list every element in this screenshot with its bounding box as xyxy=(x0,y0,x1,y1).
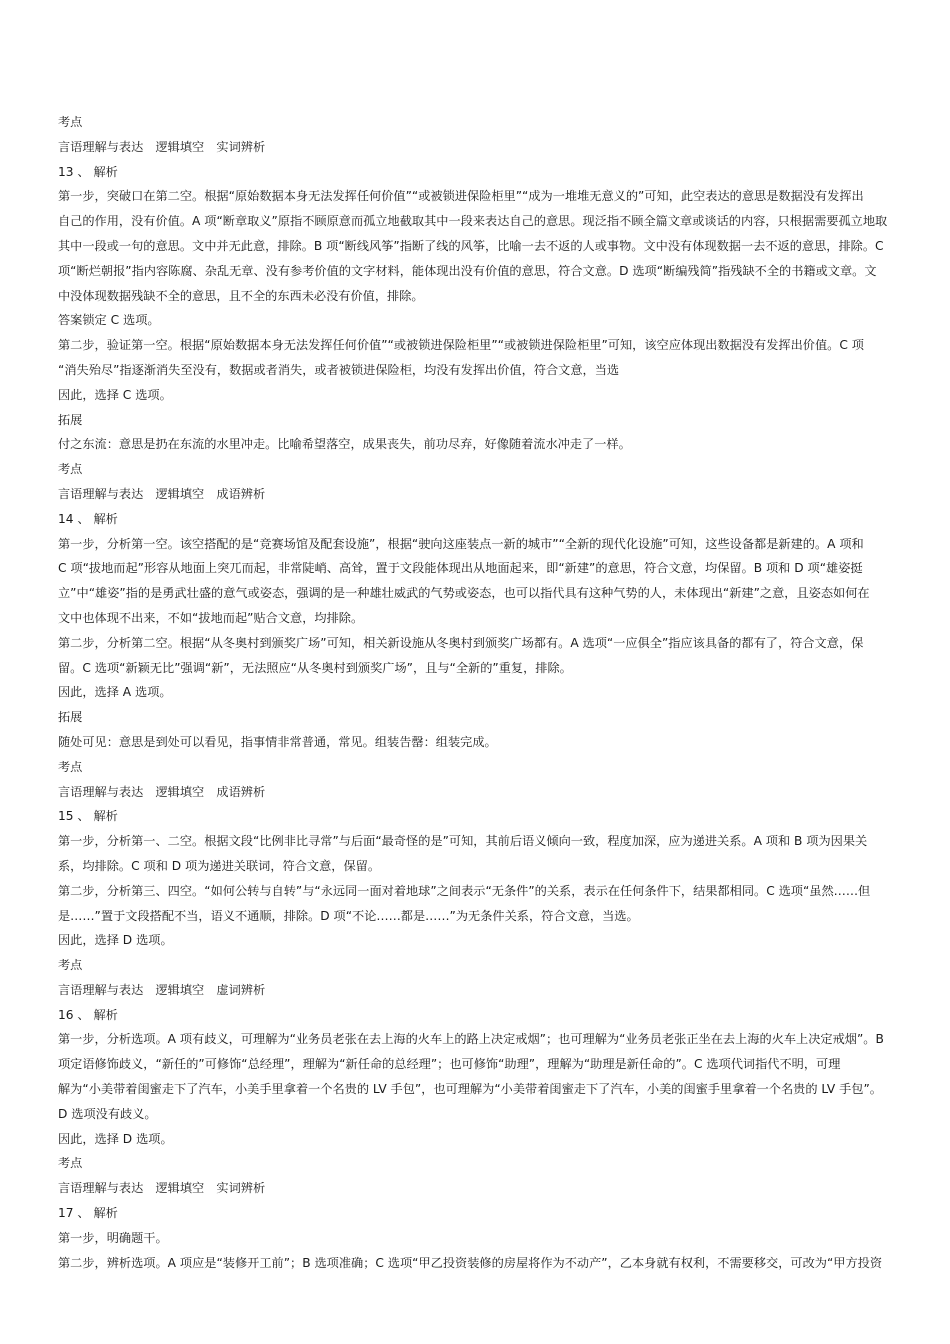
text-line: 付之东流：意思是扔在东流的水里冲走。比喻希望落空，成果丧失，前功尽弃，好像随着流水冲走了一样。 xyxy=(58,437,631,452)
question-heading: 15 、 解析 xyxy=(58,809,118,824)
section-label: 拓展 xyxy=(58,710,83,725)
text-line: 答案锁定 C 选项。 xyxy=(58,313,160,328)
text-line: 留。C 选项“新颖无比”强调“新”，无法照应“从冬奥村到颁奖广场”，且与“全新的”重复，排除。 xyxy=(58,660,572,675)
category-line: 言语理解与表达 逻辑填空 成语辨析 xyxy=(58,486,266,501)
text-line: 系，均排除。C 项和 D 项为递进关联词，符合文意，保留。 xyxy=(58,858,381,873)
text-line: 解为“小美带着闺蜜走下了汽车，小美手里拿着一个名贵的 LV 手包”，也可理解为“小美带着闺蜜走下了汽车，小美的闺蜜手里拿着一个名贵的 LV 手包”。 xyxy=(58,1082,882,1097)
text-line: 第二步，验证第一空。根据“原始数据本身无法发挥任何价值”“或被锁进保险柜里”“或被锁进保险柜里”可知，该空应体现出数据没有发挥出价值。C 项 xyxy=(58,338,864,353)
question-heading: 13 、 解析 xyxy=(58,164,118,179)
text-line: 因此，选择 C 选项。 xyxy=(58,387,172,402)
text-line: C 项“拔地而起”形容从地面上突兀而起，非常陡峭、高耸，置于文段能体现出从地面起来，即“新建”的意思，符合文意，均保留。B 项和 D 项“雄姿挺 xyxy=(58,561,863,576)
text-line: 是……”置于文段搭配不当，语义不通顺，排除。D 项“不论……都是……”为无条件关系，符合文意，当选。 xyxy=(58,908,639,923)
text-line: 第一步，分析第一空。该空搭配的是“竞赛场馆及配套设施”，根据“驶向这座装点一新的城市”“全新的现代化设施”可知，这些设备都是新建的。A 项和 xyxy=(58,536,864,551)
text-line: 第一步，明确题干。 xyxy=(58,1230,168,1245)
question-heading: 16 、 解析 xyxy=(58,1007,118,1022)
category-line: 言语理解与表达 逻辑填空 成语辨析 xyxy=(58,784,266,799)
category-line: 言语理解与表达 逻辑填空 虚词辨析 xyxy=(58,982,266,997)
section-label: 拓展 xyxy=(58,412,83,427)
text-line: 第二步，分析第二空。根据“从冬奥村到颁奖广场”可知，相关新设施从冬奥村到颁奖广场都有。A 选项“一应俱全”指应该具备的都有了，符合文意，保 xyxy=(58,635,864,650)
question-heading: 14 、 解析 xyxy=(58,511,118,526)
section-label: 考点 xyxy=(58,115,83,129)
text-line: 自己的作用，没有价值。A 项“断章取义”原指不顾原意而孤立地截取其中一段来表达自己的意思。现泛指不顾全篇文章或谈话的内容，只根据需要孤立地取 xyxy=(58,214,888,229)
text-line: D 选项没有歧义。 xyxy=(58,1106,157,1121)
text-line: 文中也体现不出来，不如“拔地而起”贴合文意，均排除。 xyxy=(58,610,364,625)
section-label: 考点 xyxy=(58,958,83,973)
text-line: 第一步，分析第一、二空。根据文段“比例非比寻常”与后面“最奇怪的是”可知，其前后语义倾向一致，程度加深，应为递进关系。A 项和 B 项为因果关 xyxy=(58,834,868,849)
section-label: 考点 xyxy=(58,759,83,774)
category-line: 言语理解与表达 逻辑填空 实词辨析 xyxy=(58,1181,266,1196)
text-line: 第二步，分析第三、四空。“如何公转与自转”与“永远同一面对着地球”之间表示“无条件”的关系，表示在任何条件下，结果都相同。C 选项“虽然……但 xyxy=(58,883,871,898)
text-line: 项“断烂朝报”指内容陈腐、杂乱无章、没有参考价值的文字材料，能体现出没有价值的意思，符合文意。D 选项“断编残简”指残缺不全的书籍或文章。文 xyxy=(58,263,877,278)
text-line: 立”中“雄姿”指的是勇武壮盛的意气或姿态，强调的是一种雄壮威武的气势或姿态，也可以指代具有这种气势的人，未体现出“新建”之意，且姿态如何在 xyxy=(58,586,870,601)
text-line: 中没体现数据残缺不全的意思，且不全的东西未必没有价值，排除。 xyxy=(58,288,424,303)
text-line: “消失殆尽”指逐渐消失至没有，数据或者消失，或者被锁进保险柜，均没有发挥出价值，符合文意，当选 xyxy=(58,362,620,377)
text-line: 因此，选择 D 选项。 xyxy=(58,933,173,948)
text-line: 第二步，辨析选项。A 项应是“装修开工前”；B 选项准确；C 选项“甲乙投资装修的房屋将作为不动产”，乙本身就有权利，不需要移交，可改为“甲方投资 xyxy=(58,1255,883,1270)
text-line: 随处可见：意思是到处可以看见，指事情非常普通，常见。组装告罄：组装完成。 xyxy=(58,734,497,749)
question-heading: 17 、 解析 xyxy=(58,1206,118,1221)
text-line: 项定语修饰歧义，“新任的”可修饰“总经理”，理解为“新任命的总经理”；也可修饰“助理”，理解为“助理是新任命的”。C 选项代词指代不明，可理 xyxy=(58,1057,841,1072)
text-line: 因此，选择 D 选项。 xyxy=(58,1131,173,1146)
section-label: 考点 xyxy=(58,462,83,477)
category-line: 言语理解与表达 逻辑填空 实词辨析 xyxy=(58,139,266,154)
text-line: 第一步，突破口在第二空。根据“原始数据本身无法发挥任何价值”“或被锁进保险柜里”“成为一堆堆无意义的”可知，此空表达的意思是数据没有发挥出 xyxy=(58,189,864,204)
text-line: 第一步，分析选项。A 项有歧义，可理解为“业务员老张在去上海的火车上的路上决定戒烟”；也可理解为“业务员老张正坐在去上海的火车上决定戒烟”。B xyxy=(58,1032,884,1047)
text-line: 其中一段或一句的意思。文中并无此意，排除。B 项“断线风筝”指断了线的风筝，比喻一去不返的人或事物。文中没有体现数据一去不返的意思，排除。C xyxy=(58,238,884,253)
section-label: 考点 xyxy=(58,1156,83,1171)
text-line: 因此，选择 A 选项。 xyxy=(58,685,172,700)
